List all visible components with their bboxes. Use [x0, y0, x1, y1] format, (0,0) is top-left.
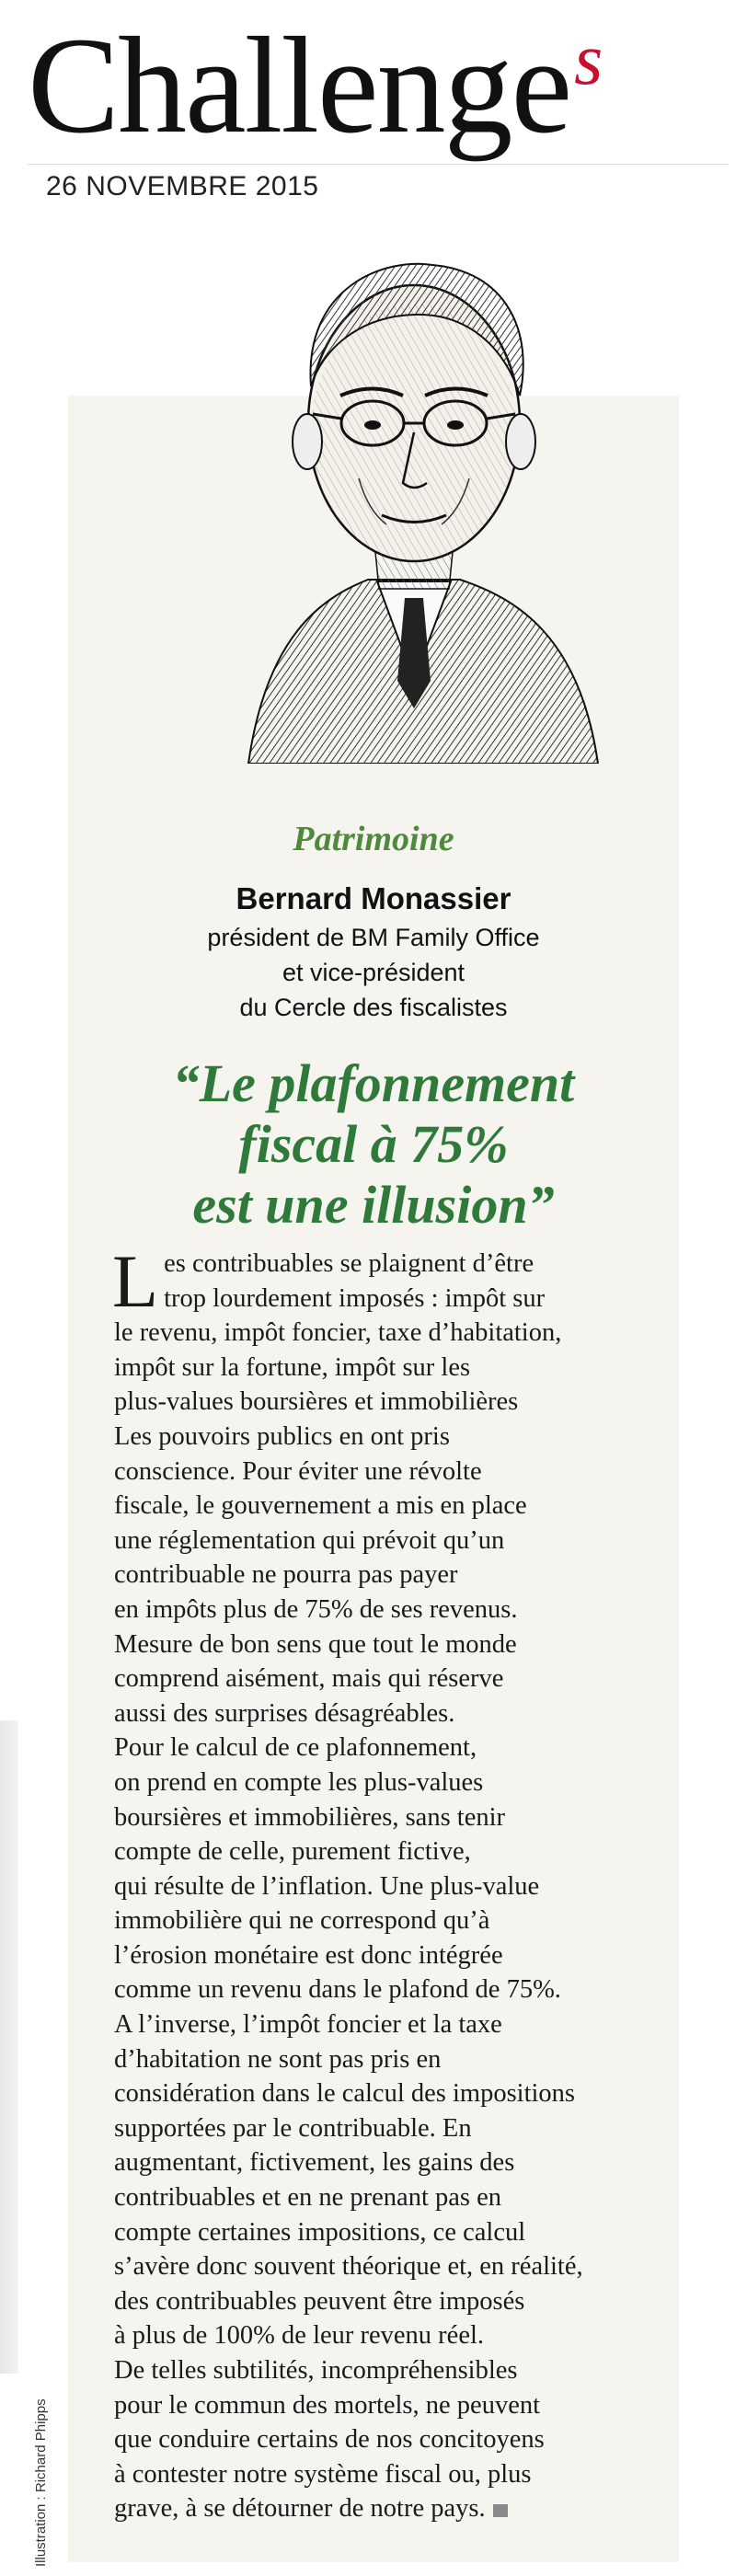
body-lines — [114, 1316, 675, 2526]
body-line: boursières et immobilières, sans tenir — [114, 1802, 506, 1832]
author-role-line: président de BM Family Office — [207, 924, 540, 951]
author-name: Bernard Monassier — [236, 881, 511, 915]
body-line: d’habitation ne sont pas pris en — [114, 2044, 442, 2074]
body-line: trop lourdement imposés : impôt sur — [164, 1283, 546, 1313]
section-category: Patrimoine — [293, 820, 454, 858]
author-portrait-illustration — [212, 248, 616, 764]
body-line: considération dans le calcul des impositions — [114, 2079, 576, 2109]
author-role-line: et vice-président — [282, 959, 465, 986]
body-line: s’avère donc souvent théorique et, en réalité, — [114, 2252, 583, 2282]
publication-date: 26 NOVEMBRE 2015 — [46, 171, 319, 201]
masthead-accent: s — [574, 19, 602, 100]
body-line: pour le commun des mortels, ne peuvent — [114, 2390, 541, 2420]
body-line: à contester notre système fiscal ou, plus — [114, 2459, 532, 2489]
headline-line: fiscal à 75% — [238, 1114, 509, 1174]
body-line: compte de celle, purement fictive, — [114, 1837, 471, 1867]
body-line: augmentant, fictivement, les gains des — [114, 2148, 515, 2178]
body-line: De telles subtilités, incompréhensibles — [114, 2356, 518, 2385]
headline-line: “Le plafonnement — [172, 1053, 575, 1113]
masthead-rule — [28, 164, 729, 165]
body-line: grave, à se détourner de notre pays. — [114, 2494, 486, 2524]
masthead — [28, 9, 602, 177]
adjacent-page-edge — [0, 1720, 18, 2374]
body-line: Pour le calcul de ce plafonnement, — [114, 1733, 477, 1763]
article-body — [112, 1239, 675, 2526]
body-line: en impôts plus de 75% de ses revenus. — [114, 1594, 518, 1624]
body-line: des contribuables peuvent être imposés — [114, 2286, 525, 2316]
body-line: comme un revenu dans le plafond de 75%. — [114, 1975, 561, 2005]
masthead-title: Challenge — [28, 9, 571, 162]
body-line: aussi des surprises désagréables. — [114, 1698, 455, 1728]
body-line: plus-values boursières et immobilières — [114, 1387, 519, 1417]
body-line: que conduire certains de nos concitoyens — [114, 2425, 545, 2455]
body-line: on prend en compte les plus-values — [114, 1767, 484, 1797]
body-line: l’érosion monétaire est donc intégrée — [114, 1940, 503, 1970]
illustration-credit: Illustration : Richard Phipps — [33, 2398, 49, 2567]
body-line: contribuable ne pourra pas payer — [114, 1560, 458, 1590]
body-line: compte certaines impositions, ce calcul — [114, 2217, 526, 2247]
body-line: le revenu, impôt foncier, taxe d’habitation, — [114, 1318, 562, 1348]
body-line: A l’inverse, l’impôt foncier et la taxe — [114, 2010, 502, 2040]
body-line: à plus de 100% de leur revenu réel. — [114, 2321, 485, 2351]
body-line: Les pouvoirs publics en ont pris — [114, 1421, 450, 1451]
body-line: impôt sur la fortune, impôt sur les — [114, 1352, 471, 1382]
body-line: qui résulte de l’inflation. Une plus-value — [114, 1871, 540, 1901]
author-role-line: du Cercle des fiscalistes — [239, 994, 508, 1021]
end-of-article-mark — [493, 2504, 508, 2517]
body-line: fiscale, le gouvernement a mis en place — [114, 1491, 527, 1521]
body-line: supportées par le contribuable. En — [114, 2113, 472, 2143]
body-line: comprend aisément, mais qui réserve — [114, 1664, 504, 1694]
body-line: conscience. Pour éviter une révolte — [114, 1456, 482, 1486]
body-line: immobilière qui ne correspond qu’à — [114, 1906, 490, 1936]
body-line: une réglementation qui prévoit qu’un — [114, 1525, 505, 1555]
body-line: es contribuables se plaignent d’être — [164, 1249, 534, 1278]
article-headline — [68, 1053, 679, 1236]
author-role — [68, 920, 679, 1025]
body-line: Mesure de bon sens que tout le monde — [114, 1629, 517, 1659]
body-line: contribuables et en ne prenant pas en — [114, 2183, 502, 2213]
headline-line: est une illusion” — [192, 1175, 555, 1235]
drop-cap: L — [112, 1239, 159, 1323]
